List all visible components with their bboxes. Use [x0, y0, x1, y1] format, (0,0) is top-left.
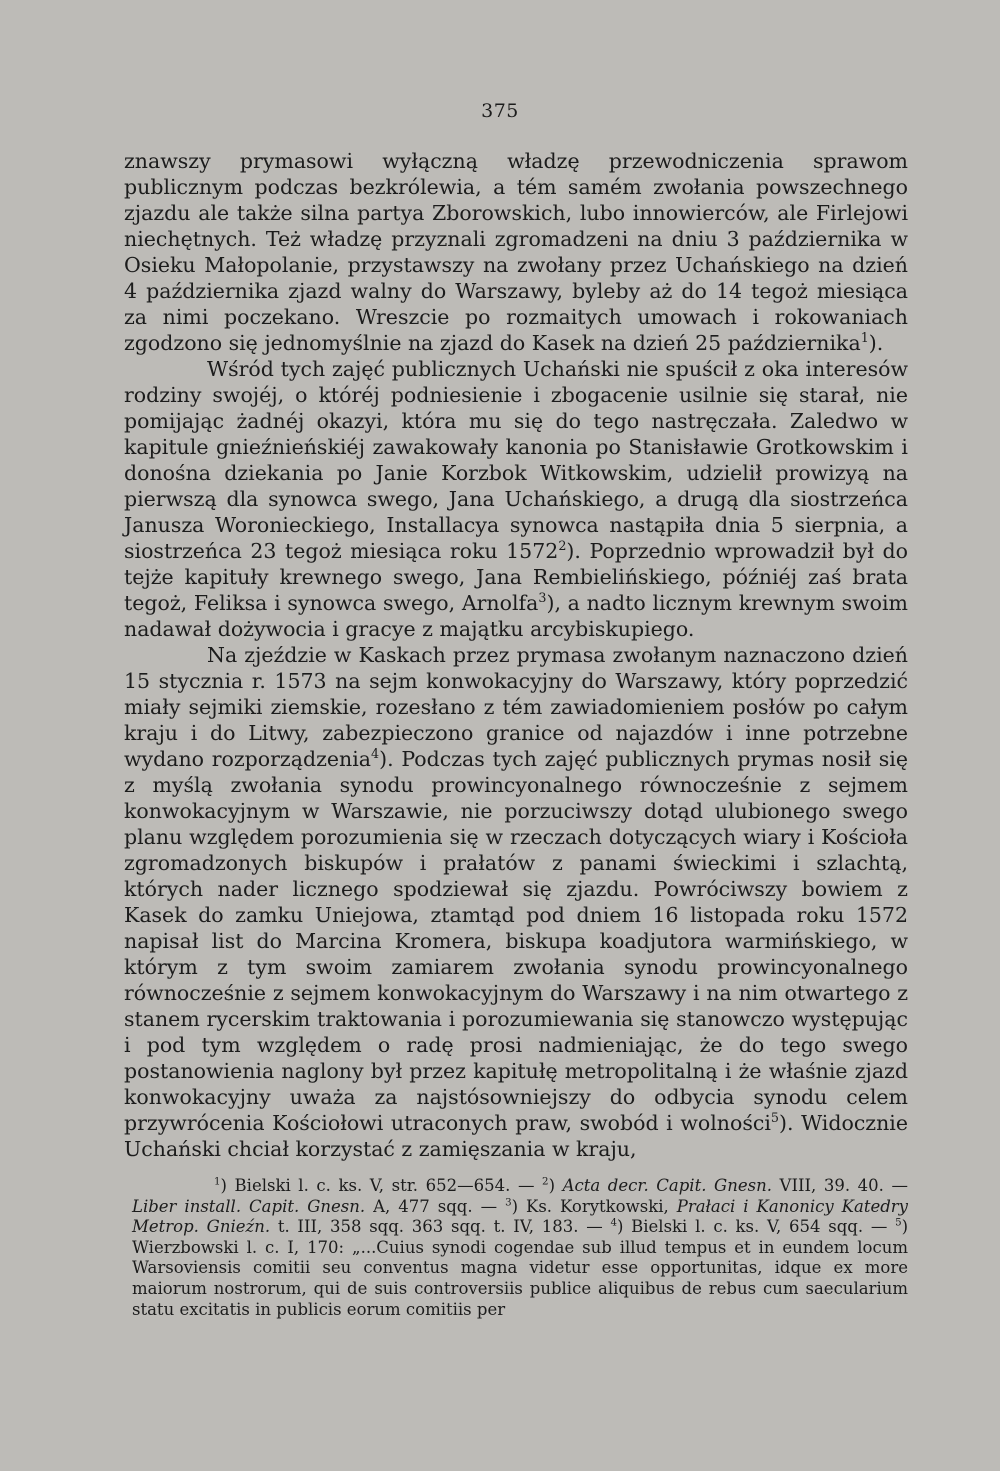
text-run: ). Widocznie Uchański chciał korzystać z zamięszania w kraju, — [124, 1111, 908, 1161]
italic-citation: Prałaci i Kanonicy Katedry Metrop. Gnieźn. — [132, 1196, 908, 1237]
italic-citation: Acta decr. Capit. Gnesn. — [562, 1176, 772, 1195]
footnote-marker: 5 — [895, 1217, 902, 1229]
text-run: ) — [548, 1176, 563, 1195]
footnote-marker: 1 — [214, 1176, 221, 1188]
text-run: VIII, 39. 40. — — [771, 1176, 908, 1195]
main-text — [124, 148, 908, 1162]
paragraph-1 — [124, 148, 908, 356]
footnote-marker: 3 — [505, 1197, 512, 1209]
text-run: ), a nadto licznym krewnym swoim nadawał dożywocia i gracye z majątku arcybiskupiego. — [124, 591, 908, 641]
footnote-marker: 2 — [558, 538, 567, 554]
footnote-block — [132, 1176, 908, 1320]
text-run: ) Ks. Korytkowski, — [511, 1196, 677, 1216]
text-run: Wśród tych zajęć publicznych Uchański nie spuścił z oka interesów rodziny swojéj, o któréj podniesienie i zbogacenie usilnie się starał, nie pomijając żadnéj okazyi, która mu się do tego nastręczała. Zaledwo w kapitule gnieźnieńskiéj zawakowały kanonia po Stanisławie Grotkowskim i donośna dziekania po Janie Korzbok Witkowskim, udzielił prowizyą na pierwszą dla synowca swego, Jana Uchańskiego, a drugą dla siostrzeńca Janusza Woronieckiego, Installacya synowca nastąpiła dnia 5 sierpnia, a siostrzeńca 23 tegoż miesiąca roku 1572 — [124, 357, 908, 563]
footnote-marker: 1 — [860, 330, 869, 346]
italic-citation: Liber install. Capit. Gnesn. — [132, 1196, 366, 1216]
footnote-marker: 4 — [371, 746, 380, 762]
text-run: ). Poprzednio wprowadził był do tejże kapituły krewnego swego, Jana Rembielińskiego, późniéj zaś brata tegoż, Feliksa i synowca swego, Arnolfa — [124, 539, 908, 615]
paragraph-3 — [124, 642, 908, 1162]
text-run: ). — [868, 331, 884, 355]
text-run: ) Wierzbowski l. c. I, 170: „...Cuius synodi cogendae sub illud tempus et in eundem locum Warsoviensis comitii seu conventus magna videtur esse opportunitas, idque ex more maiorum nostrorum, qui de suis controversiis publice aliquibus de rebus cum saecularium statu excitatis in publicis eorum comitiis per — [132, 1217, 909, 1319]
footnote-marker: 3 — [538, 590, 547, 606]
text-run: ) Bielski l. c. ks. V, str. 652—654. — — [220, 1176, 543, 1195]
text-run: A, 477 sqq. — — [365, 1196, 506, 1216]
text-run: t. III, 358 sqq. 363 sqq. t. IV, 183. — — [270, 1217, 611, 1237]
text-run: ) Bielski l. c. ks. V, 654 sqq. — — [616, 1217, 896, 1237]
text-run: znawszy prymasowi wyłączną władzę przewodniczenia sprawom publicznym podczas bezkrólewia, a tém samém zwołania powszechnego zjazdu ale także silna partya Zborowskich, lubo innowierców, ale Firlejowi niechętnych. Też władzę przyznali zgromadzeni na dniu 3 października w Osieku Małopolanie, przystawszy na zwołany przez Uchańskiego na dzień 4 października zjazd walny do Warszawy, byleby aż do 14 tegoż miesiąca za nimi poczekano. Wreszcie po rozmaitych umowach i rokowaniach zgodzono się jednomyślnie na zjazd do Kasek na dzień 25 października — [124, 149, 908, 355]
text-run: Na zjeździe w Kaskach przez prymasa zwołanym naznaczono dzień 15 stycznia r. 1573 na sejm konwokacyjny do Warszawy, który poprzedzić miały sejmiki ziemskie, rozesłano z tém zawiadomieniem posłów po całym kraju i do Litwy, zabezpieczono granice od najazdów i inne potrzebne wydano rozporządzenia — [124, 643, 908, 771]
footnote-marker: 4 — [610, 1217, 617, 1229]
footnotes — [132, 1176, 908, 1320]
footnote-marker: 2 — [542, 1176, 549, 1188]
footnote-marker: 5 — [770, 1110, 779, 1126]
paragraph-2 — [124, 356, 908, 642]
text-run: ). Podczas tych zajęć publicznych prymas nosił się z myślą zwołania synodu prowincyonalnego równocześnie z sejmem konwokacyjnym w Warszawie, nie porzuciwszy dotąd ulubionego swego planu względem porozumienia się w rzeczach dotyczących wiary i Kościoła zgromadzonych biskupów i prałatów z panami świeckimi i szlachtą, których nader licznego spodziewał się zjazdu. Powróciwszy bowiem z Kasek do zamku Uniejowa, ztamtąd pod dniem 16 listopada roku 1572 napisał list do Marcina Kromera, biskupa koadjutora warmińskiego, w którym z tym swoim zamiarem zwołania synodu prowincyonalnego równocześnie z sejmem konwokacyjnym do Warszawy i na nim otwartego z stanem rycerskim traktowania i porozumiewania się stanowczo występując i pod tym względem o radę prosi nadmieniając, że do tego swego postanowienia naglony był przez kapitułę metropolitalną i że właśnie zjazd konwokacyjny uważa za najstósowniejszy do odbycia synodu celem przywrócenia Kościołowi utraconych praw, swobód i wolności — [124, 747, 908, 1135]
page-number: 375 — [481, 100, 519, 122]
